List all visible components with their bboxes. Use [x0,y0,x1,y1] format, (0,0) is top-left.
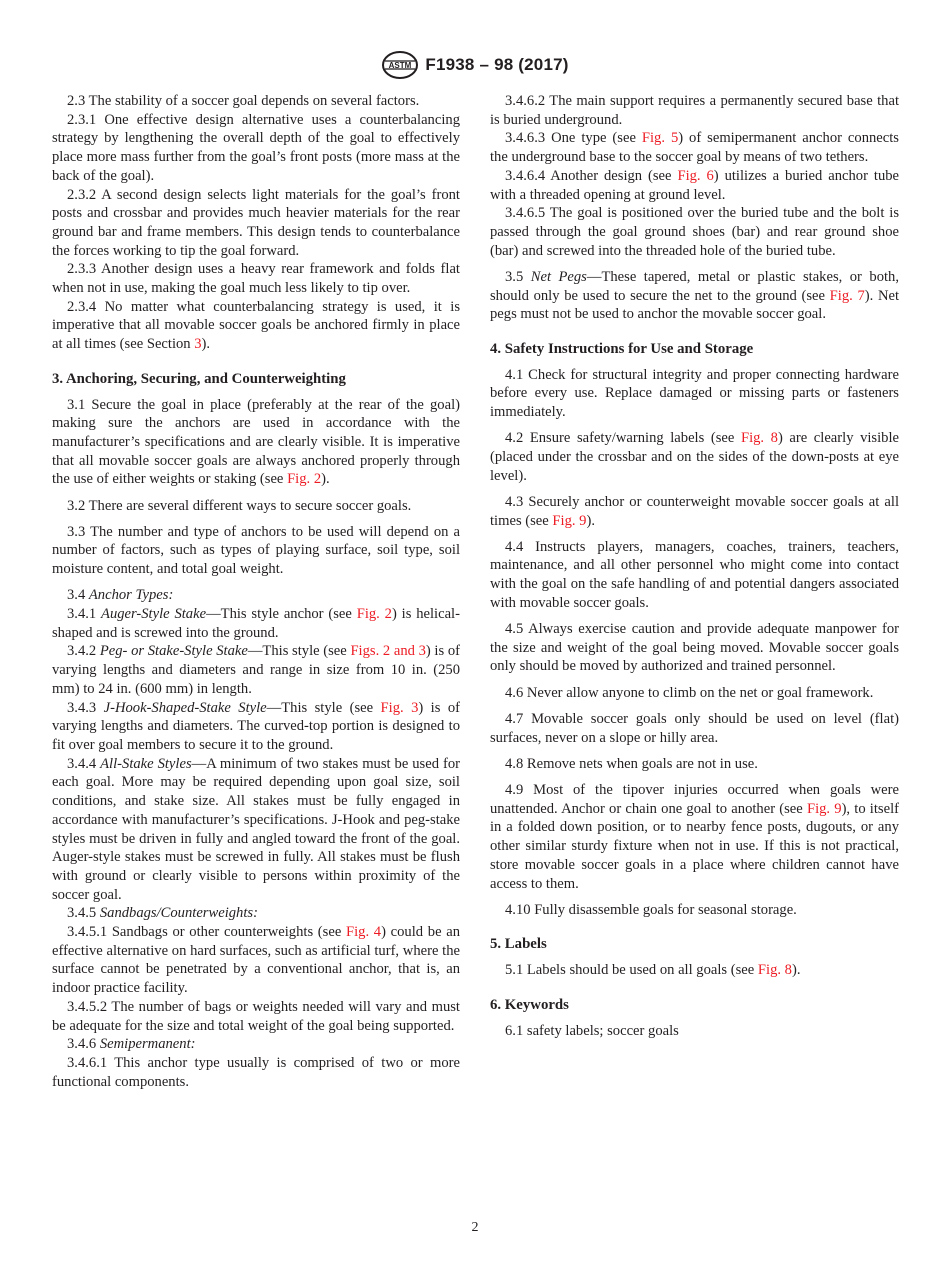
para-6-1: 6.1 safety labels; soccer goals [505,1022,679,1039]
page-header [0,50,950,85]
para-4-4: 4.4 Instructs players, managers, coaches, trainers, teachers, maintenance, and all other personnel who might come into contact with the goal on the safe handling of and potential dangers associated with movable soccer goals. [490,538,899,611]
para-2-3-4: 2.3.4 No matter what counterbalancing strategy is used, it is imperative that all movable soccer goals be anchored firmly in place at all times (see Section 3). [52,298,460,353]
fig-6-link[interactable]: Fig. 6 [677,167,714,184]
fig-7-link[interactable]: Fig. 7 [829,287,865,304]
right-column [490,92,899,1040]
fig-2-link[interactable]: Fig. 2 [356,606,392,623]
para-3-4-5: 3.4.5 Sandbags/Counterweights: [67,905,258,922]
para-3-4-6-1: 3.4.6.1 This anchor type usually is comprised of two or more functional components. [52,1054,460,1090]
para-4-5: 4.5 Always exercise caution and provide adequate manpower for the size and weight of the goal being moved. Movable soccer goals only should be moved by authorized and trained personnel. [490,621,899,675]
para-2-3-2: 2.3.2 A second design selects light materials for the goal’s front posts and crossbar and provides much heavier materials for the rear ground bar and frame members. This design tends to counterbalance the forces working to tip the goal forward. [52,186,460,259]
para-3-4-5-1: 3.4.5.1 Sandbags or other counterweights (see Fig. 4) could be an effective alternative on hard surfaces, such as artificial turf, where the surface cannot be penetrated by a conventional anchor, that is, an indoor practice facility. [52,924,461,997]
para-4-7: 4.7 Movable soccer goals only should be used on level (flat) surfaces, never on a slope or hilly area. [490,710,899,746]
para-4-6: 4.6 Never allow anyone to climb on the net or goal framework. [505,684,874,701]
para-3-4-6-5: 3.4.6.5 The goal is positioned over the buried tube and the bolt is passed through the goal ground shoes (bar) and rear ground shoe (bar) and screwed into the threaded hole of the buried tube. [490,205,899,259]
para-3-1: 3.1 Secure the goal in place (preferably at the rear of the goal) making sure the anchors are used in accordance with the manufacturer’s specifications and are clearly visible. It is imperative that all movable soccer goals are always anchored properly through the use of either weights or staking (see Fig. 2). [52,396,460,488]
heading-section-5: 5. Labels [490,936,547,953]
para-2-3: 2.3 The stability of a soccer goal depends on several factors. [67,93,420,109]
para-3-4-6-3: 3.4.6.3 One type (see Fig. 5) of semipermanent anchor connects the underground base to the soccer goal by means of two tethers. [490,130,899,166]
para-3-4-2: 3.4.2 Peg- or Stake-Style Stake—This style (see Figs. 2 and 3) is of varying lengths and diameters and range in size from 10 in. (250 mm) to 24 in. (600 mm) in length. [52,643,460,697]
para-4-2: 4.2 Ensure safety/warning labels (see Fig. 8) are clearly visible (placed under the crossbar and on the sides of the down-posts at eye level). [490,430,899,484]
left-column [52,92,460,1091]
fig-8-link[interactable]: Fig. 8 [757,962,792,979]
para-3-4-6: 3.4.6 Semipermanent: [67,1036,196,1053]
para-4-9: 4.9 Most of the tipover injuries occurred when goals were unattended. Anchor or chain one goal to another (see Fig. 9), to itself in a folded down position, or to nearby fence posts, dugouts, or any other similar sturdy fixture when not in use. If this is not practical, store movable soccer goals in a place where children cannot have access to them. [490,782,899,892]
para-3-3: 3.3 The number and type of anchors to be used will depend on a number of factors, such as types of playing surface, soil type, soil moisture content, and total goal weight. [52,523,460,578]
fig-5-link[interactable]: Fig. 5 [641,130,679,147]
para-2-3-1: 2.3.1 One effective design alternative uses a counterbalancing strategy by lengthening the overall depth of the goal to effectively place more mass further from the goal’s front posts (more mass at the back of the goal). [52,111,460,184]
svg-text:ASTM: ASTM [389,61,412,70]
para-3-4-6-4: 3.4.6.4 Another design (see Fig. 6) utilizes a buried anchor tube with a threaded opening at ground level. [490,167,900,203]
para-3-4: 3.4 Anchor Types: [67,587,174,604]
para-3-4-1: 3.4.1 Auger-Style Stake—This style anchor (see Fig. 2) is helical-shaped and is screwed into the ground. [52,606,460,641]
fig-8-link[interactable]: Fig. 8 [740,430,778,447]
fig-4-link[interactable]: Fig. 4 [346,924,382,941]
para-4-10: 4.10 Fully disassemble goals for seasonal storage. [505,901,797,918]
heading-section-3: 3. Anchoring, Securing, and Counterweighting [52,370,346,387]
para-3-4-4: 3.4.4 All-Stake Styles—A minimum of two stakes must be used for each goal. More may be required depending upon goal size, soil conditions, and stake size. All stakes must be fully engaged in accordance with manufacturer’s specifications. J-Hook and peg-stake styles must be driven in fully and angled toward the front of the goal. Auger-style stakes must be screwed in fully. All stakes must be flush with ground or clearly visible to persons within proximity of the soccer goal. [52,755,460,903]
fig-2-link[interactable]: Fig. 2 [287,471,322,488]
para-4-8: 4.8 Remove nets when goals are not in use. [505,755,758,772]
para-3-4-5-2: 3.4.5.2 The number of bags or weights needed will vary and must be adequate for the size and total weight of the goal being supported. [52,998,460,1034]
para-3-4-3: 3.4.3 J-Hook-Shaped-Stake Style—This style (see Fig. 3) is of varying lengths and diameters. The curved-top portion is designed to fit over goal members to secure it to the ground. [52,699,460,753]
para-4-3: 4.3 Securely anchor or counterweight movable soccer goals at all times (see Fig. 9). [490,493,899,529]
heading-section-4: 4. Safety Instructions for Use and Storage [490,340,754,357]
para-2-3-3: 2.3.3 Another design uses a heavy rear framework and folds flat when not in use, making the goal much less likely to tip over. [52,261,460,297]
para-3-2: 3.2 There are several different ways to secure soccer goals. [67,497,412,514]
figs-2-and-3-link[interactable]: Figs. 2 and 3 [350,643,426,660]
para-3-5: 3.5 Net Pegs—These tapered, metal or plastic stakes, or both, should only be used to secure the net to the ground (see Fig. 7). Net pegs must not be used to anchor the movable soccer goal. [490,268,900,323]
para-5-1: 5.1 Labels should be used on all goals (see Fig. 8). [505,962,801,979]
para-4-1: 4.1 Check for structural integrity and proper connecting hardware before every use. Replace damaged or missing parts or fasteners immediately. [490,366,899,421]
document-id: F1938 – 98 (2017) [425,55,569,74]
fig-3-link[interactable]: Fig. 3 [380,699,419,716]
para-3-4-6-2: 3.4.6.2 The main support requires a permanently secured base that is buried underground. [490,93,899,128]
section-3-link[interactable]: 3 [194,336,202,353]
fig-9-link[interactable]: Fig. 9 [806,800,842,817]
page-number: 2 [471,1220,479,1235]
fig-9-link[interactable]: Fig. 9 [552,512,587,529]
astm-logo-icon [381,50,419,80]
heading-section-6: 6. Keywords [490,996,569,1013]
